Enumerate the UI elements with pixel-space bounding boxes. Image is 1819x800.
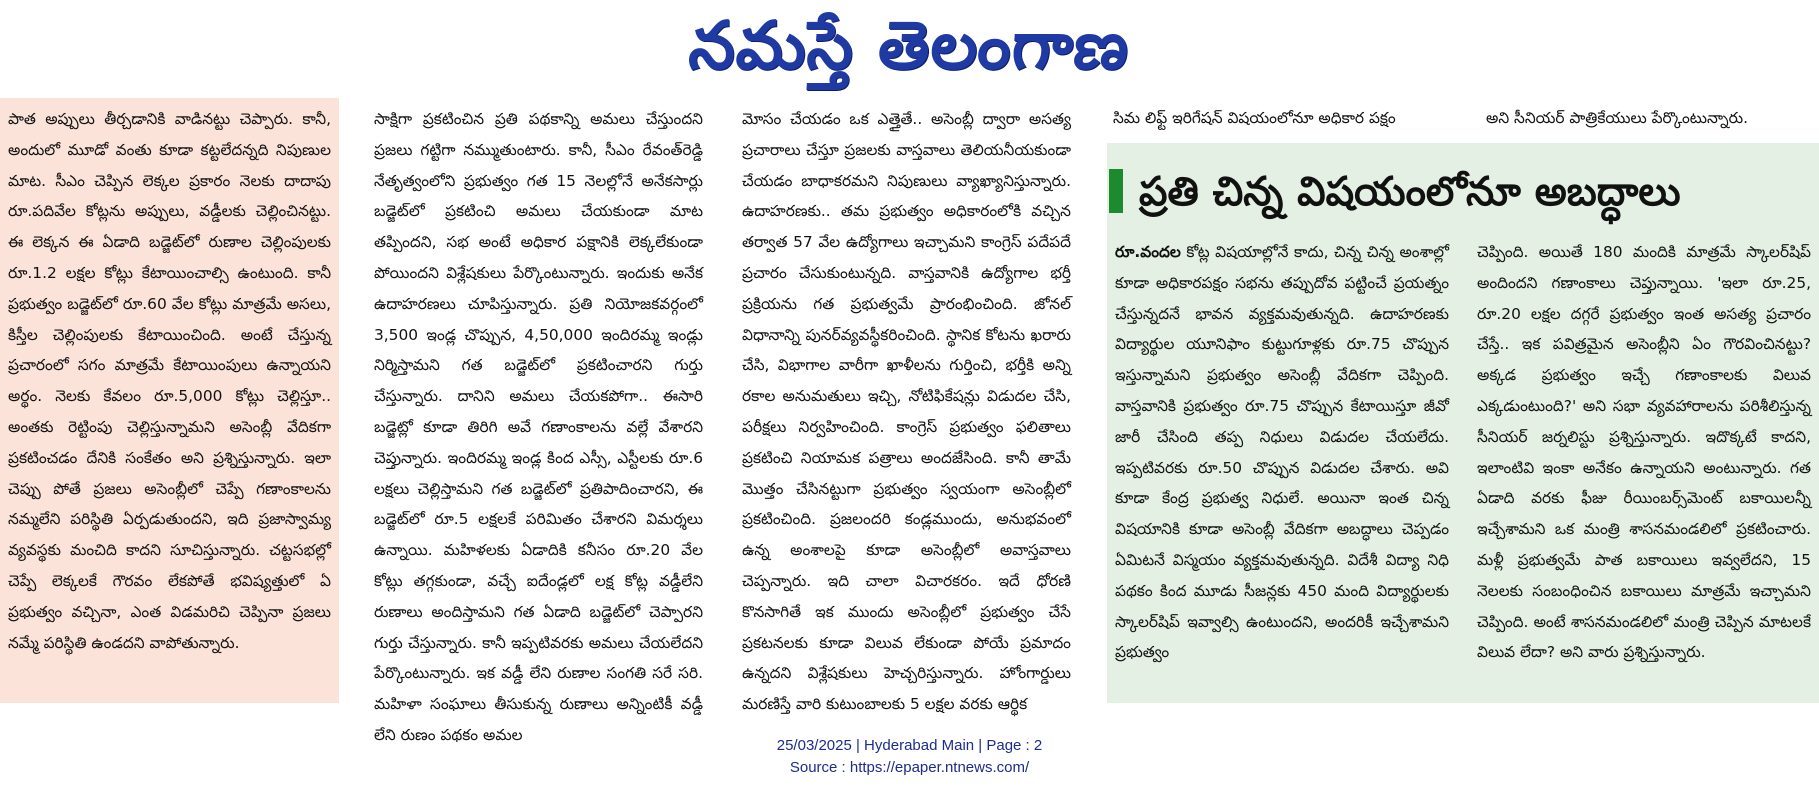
column-text: సిమ లిఫ్ట్ ఇరిగేషన్ విషయంలోనూ అధికార పక్షం — [1113, 109, 1396, 127]
column-text: పాత అప్పులు తీర్చడానికి వాడినట్టు చెప్పారు. కానీ, అందులో మూడో వంతు కూడా కట్టలేదన్నది నిపుణుల మాట. సీఎం చెప్పిన లెక్కల ప్రకారం నెలకు దాదాపు రూ.పదివేల కోట్లను అప్పులు, వడ్డీలకు చెల్లించినట్టు. ఈ లెక్కన ఈ ఏడాది బడ్జెట్‌లో రుణాల చెల్లింపులకు రూ.1.2 లక్షల కోట్లు కేటాయించాల్సి ఉంటుంది. కానీ ప్రభుత్వం బడ్జెట్‌లో రూ.60 వేల కోట్లు మాత్రమే అసలు, కిస్తీల చెల్లింపులకు కేటాయించింది. అంటే చేస్తున్న ప్రచారంలో సగం మాత్రమే కేటాయింపులు ఉన్నాయని అర్థం. నెలకు కేవలం రూ.5,000 కోట్లు చెల్లిస్తూ.. అంతకు రెట్టింపు చెల్లిస్తున్నామని అసెంబ్లీ వేదికగా ప్రకటించడం దేనికి సంకేతం అని ప్రశ్నిస్తున్నారు. ఇలా చెప్పు పోతే ప్రజలు అసెంబ్లీలో చెప్పే గణాంకాలను నమ్మలేని పరిస్థితి ఏర్పడుతుందని, ఇది ప్రజాస్వామ్య వ్యవస్థకు మంచిది కాదని సూచిస్తున్నారు. చట్టసభల్లో చెప్పే లెక్కలకే గౌరవం లేకపోతే భవిష్యత్తులో ఏ ప్రభుత్వం వచ్చినా, ఎంత విడమరిచి చెప్పినా ప్రజలు నమ్మే పరిస్థితి ఉండదని వాపోతున్నారు. — [8, 110, 331, 652]
page-footer — [0, 735, 1819, 779]
headline-accent-bar — [1109, 169, 1123, 213]
column-text: చెప్పింది. అయితే 180 మందికి మాత్రమే స్కాలర్‌షిప్ అందిందని గణాంకాలు చెప్తున్నాయి. 'ఇలా రూ.25, రూ.20 లక్షల దగ్గరే ప్రభుత్వం ఇంత అసత్య ప్రచారం చేస్తే.. ఇక పవిత్రమైన అసెంబ్లీని ఏం గౌరవించినట్టు? అక్కడ ప్రభుత్వం ఇచ్చే గణాంకాలకు విలువ ఎక్కడుంటుంది?' అని సభా వ్యవహారాలను పరిశీలిస్తున్న సీనియర్ జర్నలిస్టు ప్రశ్నిస్తున్నారు. ఇదొక్కటే కాదని, ఇలాంటివి ఇంకా అనేకం ఉన్నాయని అంటున్నారు. గత ఏడాది వరకు ఫీజు రీయింబర్స్‌మెంట్ బకాయిలన్నీ ఇచ్చేశామని ఒక మంత్రి శాసనమండలిలో ప్రకటించారు. మళ్లీ ప్రభుత్వమే పాత బకాయిలు ఇవ్వలేదని, 15 నెలలకు సంబంధించిన బకాయిలు మాత్రమే ఇచ్చామని చెప్పింది. అంటే శాసనమండలిలో మంత్రి చెప్పిన మాటలకే విలువ లేదా? అని వారు ప్రశ్నిస్తున్నారు. — [1477, 243, 1811, 662]
masthead — [0, 0, 1819, 95]
column-body: కోట్ల విషయాల్లోనే కాదు, చిన్న చిన్న అంశాల్లో కూడా అధికారపక్షం సభను తప్పుదోవ పట్టించే ప్రయత్నం చేస్తున్నదనే భావన వ్యక్తమవుతున్నది. ఉదాహరణకు విద్యార్థుల యూనిఫాం కుట్టుగూళ్లకు రూ.75 చొప్పున ఇస్తున్నామని ప్రభుత్వం అసెంబ్లీ వేదికగా చెప్పింది. వాస్తవానికి ప్రభుత్వం రూ.75 చొప్పున కేటాయిస్తూ జీవో జారీ చేసింది తప్ప నిధులు విడుదల చేయలేదు. ఇప్పటివరకు రూ.50 చొప్పున విడుదల చేశారు. అవి కూడా కేంద్ర ప్రభుత్వ నిధులే. అయినా ఇంత చిన్న విషయానికి కూడా అసెంబ్లీ వేదికగా అబద్ధాలు చెప్పడం ఏమిటనే విస్మయం వ్యక్తమవుతున్నది. విదేశీ విద్యా నిధి పథకం కింద మూడు సీజన్లకు 450 మంది విద్యార్థులకు స్కాలర్‌షిప్ ఇవ్వాల్సి ఉంటుందని, అందరికీ ఇచ్చేశామని ప్రభుత్వం — [1115, 243, 1449, 662]
boxed-story-column-1 — [1107, 237, 1457, 697]
column-text: సాక్షిగా ప్రకటించిన ప్రతి పథకాన్ని అమలు చేస్తుందని ప్రజలు గట్టిగా నమ్ముతుంటారు. కానీ, సీఎం రేవంత్‌రెడ్డి నేతృత్వంలోని ప్రభుత్వం గత 15 నెలల్లోనే అనేకసార్లు బడ్జెట్‌లో ప్రకటించి అమలు చేయకుండా మాట తప్పిందని, సభ అంటే అధికార పక్షానికి లెక్కలేకుండా పోయిందని విశ్లేషకులు పేర్కొంటున్నారు. ఇందుకు అనేక ఉదాహరణలు చూపిస్తున్నారు. ప్రతి నియోజకవర్గంలో 3,500 ఇండ్ల చొప్పున, 4,50,000 ఇందిరమ్మ ఇండ్లు నిర్మిస్తామని గత బడ్జెట్‌లో ప్రకటించారని గుర్తు చేస్తున్నారు. దానిని అమలు చేయకపోగా.. ఈసారి బడ్జెట్లో కూడా తిరిగి అవే గణాంకాలను వల్లే వేశారని చెప్తున్నారు. ఇందిరమ్మ ఇండ్ల కింద ఎస్సీ, ఎస్టీలకు రూ.6 లక్షలు చెల్లిస్తామని గత బడ్జెట్‌లో ప్రతిపాదించారని, ఈ బడ్జెట్‌లో రూ.5 లక్షలకే పరిమితం చేశారని విమర్శలు ఉన్నాయి. మహిళలకు ఏడాదికి కనీసం రూ.20 వేల కోట్లు తగ్గకుండా, వచ్చే ఐదేండ్లలో లక్ష కోట్ల వడ్డీలేని రుణాలు అందిస్తామని గత ఏడాది బడ్జెట్‌లో చెప్పారని గుర్తు చేస్తున్నారు. కానీ ఇప్పటివరకు అమలు చేయలేదని పేర్కొంటున్నారు. ఇక వడ్డీ లేని రుణాల సంగతి సరే సరి. మహిళా సంఘాలు తీసుకున్న రుణాలు అన్నింటికీ వడ్డీ లేని రుణం పథకం అమల — [374, 110, 703, 744]
article-column-3 — [734, 98, 1079, 714]
article-column-2 — [366, 98, 711, 744]
column-text: మోసం చేయడం ఒక ఎత్తైతే.. అసెంబ్లీ ద్వారా అసత్య ప్రచారాలు చేస్తూ ప్రజలకు వాస్తవాలు తెలియనీయకుండా చేయడం బాధాకరమని నిపుణులు వ్యాఖ్యానిస్తున్నారు. ఉదాహరణకు.. తమ ప్రభుత్వం అధికారంలోకి వచ్చిన తర్వాత 57 వేల ఉద్యోగాలు ఇచ్చామని కాంగ్రెస్ పదేపదే ప్రచారం చేసుకుంటున్నది. వాస్తవానికి ఉద్యోగాల భర్తీ ప్రక్రియను గత ప్రభుత్వమే ప్రారంభించింది. జోనల్ విధానాన్ని పునర్‌వ్యవస్థీకరించింది. స్థానిక కోటను ఖరారు చేసి, విభాగాల వారీగా ఖాళీలను గుర్తించి, భర్తీకి అన్ని రకాల అనుమతులు ఇచ్చి, నోటిఫికేషన్లు విడుదల చేసి, పరీక్షలు నిర్వహించింది. కాంగ్రెస్ ప్రభుత్వం ఫలితాలు ప్రకటించి నియామక పత్రాలు అందజేసింది. కానీ తామే మొత్తం చేసినట్టుగా ప్రభుత్వం స్వయంగా అసెంబ్లీలో ప్రకటించింది. ప్రజలందరి కండ్లముందు, అనుభవంలో ఉన్న అంశాలపై కూడా అసెంబ్లీలో అవాస్తవాలు చెప్పన్నారు. ఇది చాలా విచారకరం. ఇదే ధోరణి కొనసాగితే ఇక ముందు అసెంబ్లీలో ప్రభుత్వం చేసే ప్రకటనలకు కూడా విలువ లేకుండా పోయే ప్రమాదం ఉన్నదని విశ్లేషకులు హెచ్చరిస్తున్నారు. హోంగార్డులు మరణిస్తే వారి కుటుంబాలకు 5 లక్షల వరకు ఆర్థిక — [742, 110, 1071, 714]
column-text — [1115, 237, 1449, 668]
boxed-story-column-2 — [1469, 237, 1819, 697]
column-text: అని సీనియర్ పాత్రికేయులు పేర్కొంటున్నారు. — [1486, 109, 1748, 127]
newspaper-logo: నమస్తే తెలంగాణ — [686, 7, 1133, 84]
boxed-story-headline — [1107, 161, 1819, 223]
dateline: రూ.వందల — [1115, 243, 1181, 261]
article-column-1 — [0, 98, 339, 703]
source-link[interactable]: Source : https://epaper.ntnews.com/ — [789, 759, 1030, 776]
article-column-5-top — [1478, 98, 1819, 138]
headline-text: ప్రతి చిన్న విషయంలోనూ అబద్ధాలు — [1139, 169, 1681, 215]
edition-info: 25/03/2025 | Hyderabad Main | Page : 2 — [776, 737, 1043, 754]
boxed-story — [1107, 143, 1819, 703]
article-column-4-top — [1105, 98, 1450, 138]
